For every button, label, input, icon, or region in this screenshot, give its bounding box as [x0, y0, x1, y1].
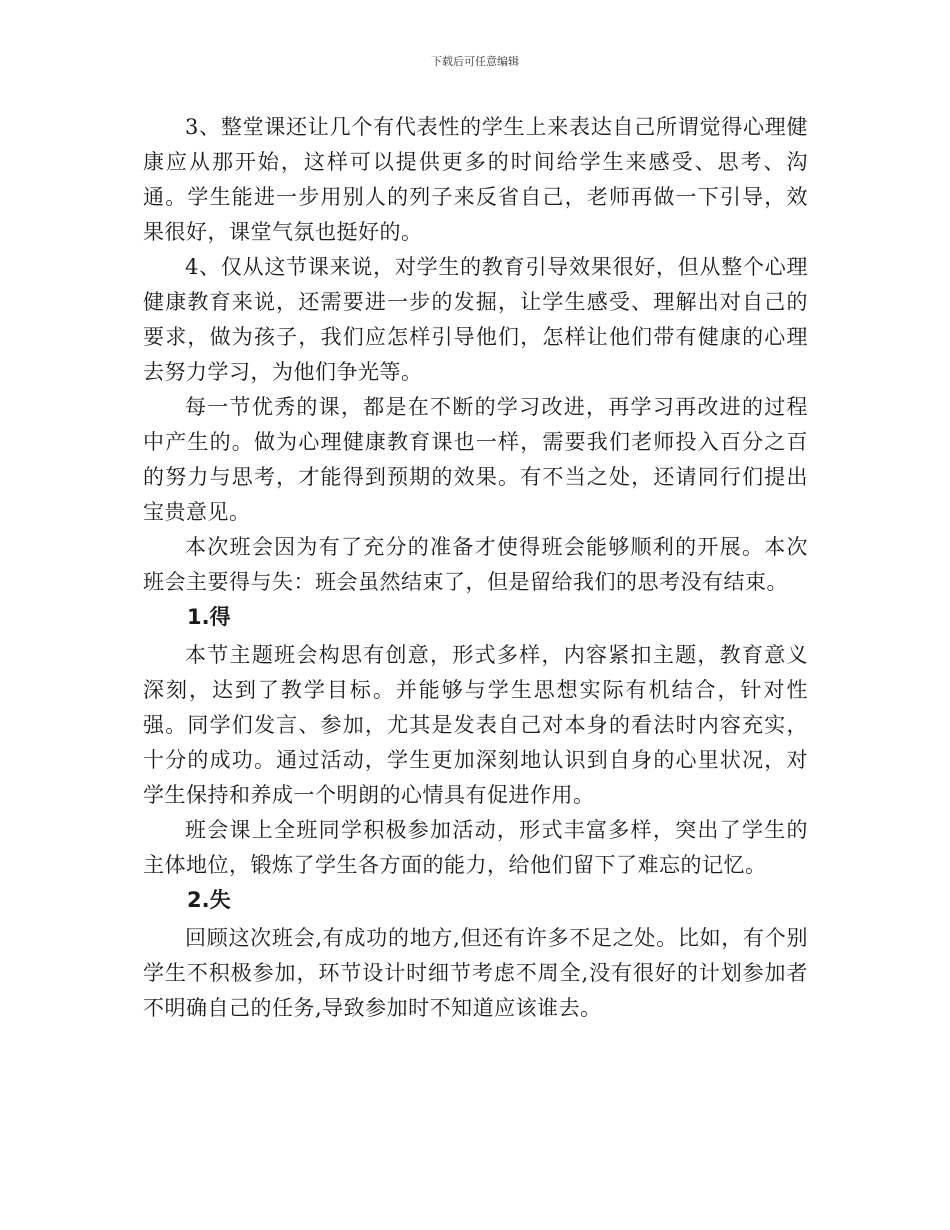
document-body: [143, 110, 808, 1026]
paragraph-gains-detail: 本节主题班会构思有创意，形式多样，内容紧扣主题，教育意义深刻，达到了教学目标。并能够与学生思想实际有机结合，针对性强。同学们发言、参加，尤其是发表自己对本身的看法时内容充实，十分的成功。通过活动，学生更加深刻地认识到自身的心里状况，对学生保持和养成一个明朗的心情具有促进作用。: [143, 643, 808, 807]
page-header: 下载后可任意编辑: [431, 55, 519, 68]
section-heading-losses: 2.失: [187, 888, 231, 912]
paragraph-point-4: 4、仅从这节课来说，对学生的教育引导效果很好，但从整个心理健康教育来说，还需要进一步的发掘，让学生感受、理解出对自己的要求，做为孩子，我们应怎样引导他们，怎样让他们带有健康的心理去努力学习，为他们争光等。: [143, 255, 808, 384]
paragraph-point-3: 3、整堂课还让几个有代表性的学生上来表达自己所谓觉得心理健康应从那开始，这样可以提供更多的时间给学生来感受、思考、沟通。学生能进一步用别人的列子来反省自己，老师再做一下引导，效果很好，课堂气氛也挺好的。: [143, 115, 808, 244]
paragraph-losses-detail: 回顾这次班会,有成功的地方,但还有许多不足之处。比如，有个别学生不积极参加，环节设计时细节考虑不周全,没有很好的计划参加者不明确自己的任务,导致参加时不知道应该谁去。: [143, 926, 808, 1020]
section-heading-gains: 1.得: [187, 605, 231, 629]
paragraph-class-meeting-intro: 本次班会因为有了充分的准备才使得班会能够顺利的开展。本次班会主要得与失：班会虽然结束了，但是留给我们的思考没有结束。: [143, 535, 808, 594]
paragraph-gains-activity: 班会课上全班同学积极参加活动，形式丰富多样，突出了学生的主体地位，锻炼了学生各方面的能力，给他们留下了难忘的记忆。: [143, 818, 808, 877]
paragraph-reflection: 每一节优秀的课，都是在不断的学习改进，再学习再改进的过程中产生的。做为心理健康教育课也一样，需要我们老师投入百分之百的努力与思考，才能得到预期的效果。有不当之处，还请同行们提出宝贵意见。: [143, 395, 808, 524]
